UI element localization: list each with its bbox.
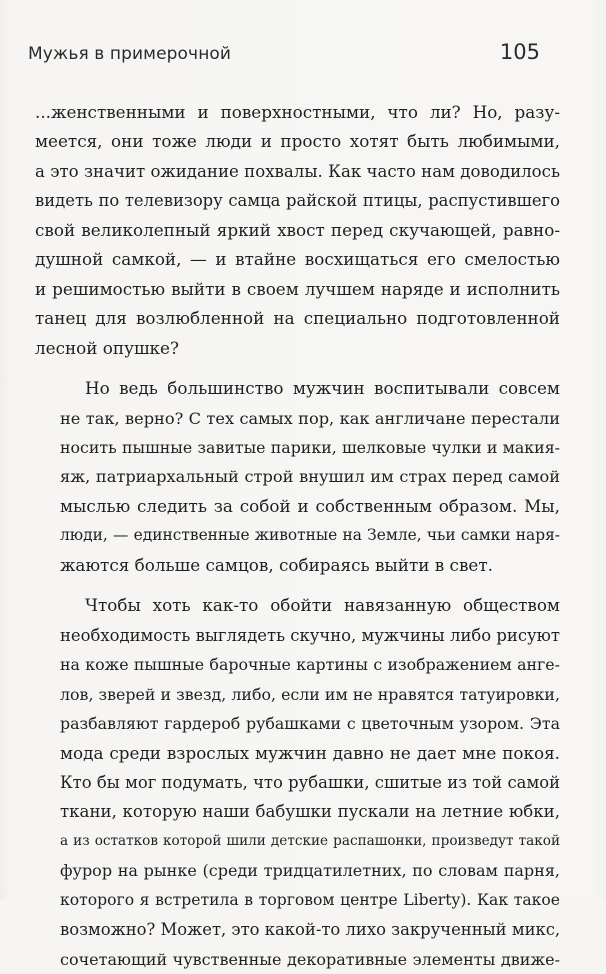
text-line: ...женственными и поверхностными, что ли? Но, разу-: [35, 102, 560, 122]
text-line: свой великолепный яркий хвост перед скучающей, равно-: [35, 219, 560, 240]
text-line: Кто бы мог подумать, что рубашки, сшитые из той самой: [60, 772, 560, 792]
text-line: и решимостью выйти в своем лучшем наряде и исполнить: [35, 278, 560, 299]
paragraph-3: [35, 591, 560, 974]
text-line: которого я встретила в торговом центре Liberty). Как такое: [60, 890, 560, 909]
text-line: не так, верно? С тех самых пор, как англичане перестали: [60, 408, 560, 428]
text-line: меется, они тоже люди и просто хотят быть любимыми,: [35, 131, 560, 152]
text-line: сочетающий чувственные декоративные элементы движе-: [60, 949, 560, 969]
text-line: Но ведь большинство мужчин воспитывали совсем: [85, 378, 560, 399]
text-line: душной самкой, — и втайне восхищаться его смелостью: [35, 249, 560, 270]
running-title: Мужья в примерочной: [28, 44, 232, 64]
text-line: а это значит ожидание похвалы. Как часто нам доводилось: [35, 161, 560, 181]
text-line: Чтобы хоть как-то обойти навязанную обществом: [85, 595, 560, 616]
text-line: на коже пышные барочные картины с изображением анге-: [60, 655, 560, 675]
paragraph-2: [35, 374, 560, 580]
text-line: жаются больше самцов, собираясь выйти в свет.: [60, 554, 493, 575]
text-line: а из остатков которой шили детские распашонки, произведут такой: [60, 832, 560, 849]
paragraph-1: [35, 98, 560, 363]
text-line: ткани, которую наши бабушки пускали на летние юбки,: [60, 802, 560, 822]
page-number: 105: [499, 40, 540, 64]
body-text: [35, 98, 560, 974]
text-line: разбавляют гардероб рубашками с цветочным узором. Эта: [60, 714, 560, 734]
text-line: необходимость выглядеть скучно, мужчины либо рисуют: [60, 625, 560, 645]
text-line: люди, — единственные животные на Земле, чьи самки наря-: [60, 526, 560, 545]
text-line: яж, патриархальный строй внушил им страх перед самой: [60, 467, 560, 487]
text-line: танец для возлюбленной на специально подготовленной: [35, 308, 560, 329]
text-line: мыслью следить за собой и собственным образом. Мы,: [60, 495, 560, 516]
text-line: возможно? Может, это какой-то лихо закрученный микс,: [60, 920, 561, 940]
text-line: лесной опушке?: [35, 337, 179, 358]
text-line: носить пышные завитые парики, шелковые чулки и макия-: [60, 437, 560, 457]
text-line: лов, зверей и звезд, либо, если им не нравятся татуировки,: [60, 684, 560, 704]
text-line: мода среди взрослых мужчин давно не дает мне покоя.: [60, 742, 560, 763]
text-line: фурор на рынке (среди тридцатилетних, по словам парня,: [60, 861, 560, 881]
text-line: видеть по телевизору самца райской птицы, распустившего: [35, 191, 560, 211]
